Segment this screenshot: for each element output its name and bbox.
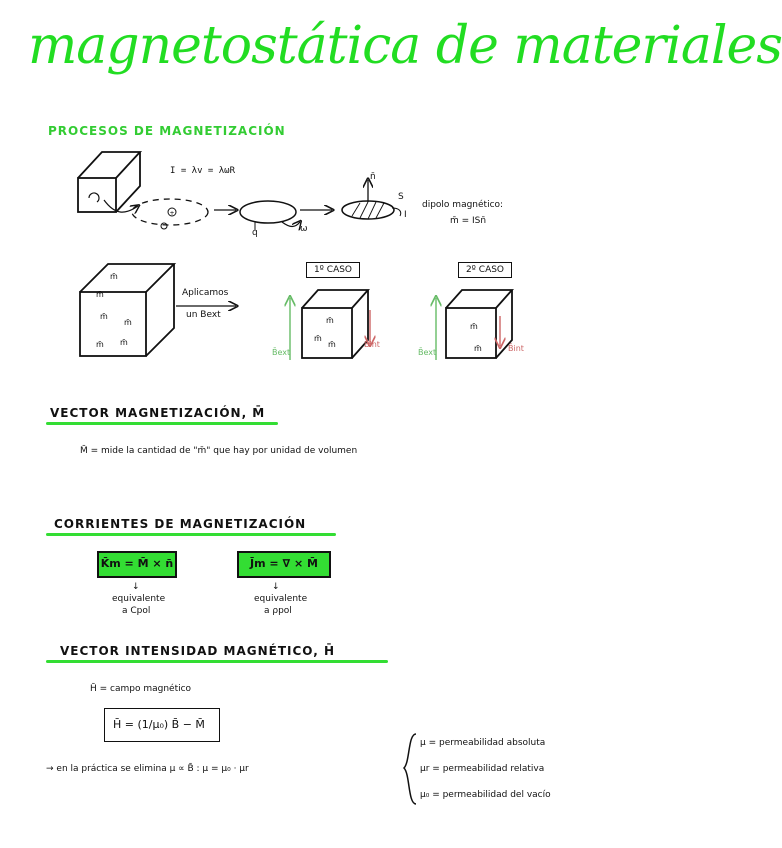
current-equation: I = λv = λωR [170, 166, 236, 176]
svg-text:+: + [169, 210, 175, 217]
label-q: q [252, 228, 258, 238]
moment-label: m̄ [110, 272, 118, 281]
label-n: n̄ [370, 172, 376, 182]
bext-label-case1: B̄ext [272, 348, 291, 357]
heading-vector-h: VECTOR INTENSIDAD MAGNÉTICO, H̄ [60, 644, 336, 658]
apply-label: Aplicamos [182, 288, 229, 298]
jm-formula-box: J̄m = ∇ × M̄ [237, 551, 331, 578]
label-omega: ω [300, 224, 308, 234]
moment-label: m̄ [96, 340, 104, 349]
page-title: magnetostática de materiales [28, 16, 782, 76]
label-i: I [404, 210, 407, 220]
underline-vector-m [46, 422, 278, 425]
bar-solid [78, 152, 140, 212]
km-formula-box: K̄m = M̄ × n̄ [97, 551, 177, 578]
note1-line2: a Cpol [122, 606, 151, 616]
dipole-equation: m̄ = ISn̄ [450, 216, 487, 226]
case2-moment: m̄ [470, 322, 478, 331]
heading-vector-m: VECTOR MAGNETIZACIÓN, M̄ [50, 406, 266, 420]
note1-line1: equivalente [112, 594, 166, 604]
vector-m-definition: M̄ = mide la cantidad de "m̄" que hay por unidad de volumen [80, 446, 358, 456]
h-formula-box: H̄ = (1/μ₀) B̄ − M̄ [104, 708, 220, 742]
moment-label: m̄ [96, 290, 104, 299]
brace-icon [400, 732, 420, 806]
heading-corrientes: CORRIENTES DE MAGNETIZACIÓN [54, 517, 307, 531]
underline-vector-h [46, 660, 388, 663]
underline-corrientes [46, 533, 336, 536]
bext-label-case2: B̄ext [418, 348, 437, 357]
heading-procesos: PROCESOS DE MAGNETIZACIÓN [48, 124, 286, 138]
case1-moment: m̄ [326, 316, 334, 325]
arrow-down-icon: ↓ [132, 582, 140, 592]
bint-label-case2: B̄int [508, 344, 524, 353]
note2-line1: equivalente [254, 594, 308, 604]
legend-item: μ₀ = permeabilidad del vacío [420, 790, 551, 800]
dipole-disk [342, 201, 394, 219]
note2-line2: a ρpol [264, 606, 292, 616]
moment-label: m̄ [120, 338, 128, 347]
case1-moment: m̄ [328, 340, 336, 349]
label-s: S [398, 192, 404, 202]
moment-label: m̄ [100, 312, 108, 321]
arrow-down-icon: ↓ [272, 582, 280, 592]
practice-note: → en la práctica se elimina μ ∝ B̄ : μ = μ₀ · μr [46, 764, 249, 774]
case2-box: 2º CASO [458, 262, 512, 278]
case1-moment: m̄ [314, 334, 322, 343]
case1-box: 1º CASO [306, 262, 360, 278]
bint-label-case1: B̄int [364, 340, 380, 349]
current-loop [240, 201, 296, 223]
legend-item: μr = permeabilidad relativa [420, 764, 545, 774]
vector-h-definition: H̄ = campo magnético [90, 684, 192, 694]
moment-label: m̄ [124, 318, 132, 327]
dipole-label: dipolo magnético: [422, 200, 504, 210]
legend-item: μ = permeabilidad absoluta [420, 738, 546, 748]
case2-moment: m̄ [474, 344, 482, 353]
apply-label-2: un Bext [186, 310, 221, 320]
